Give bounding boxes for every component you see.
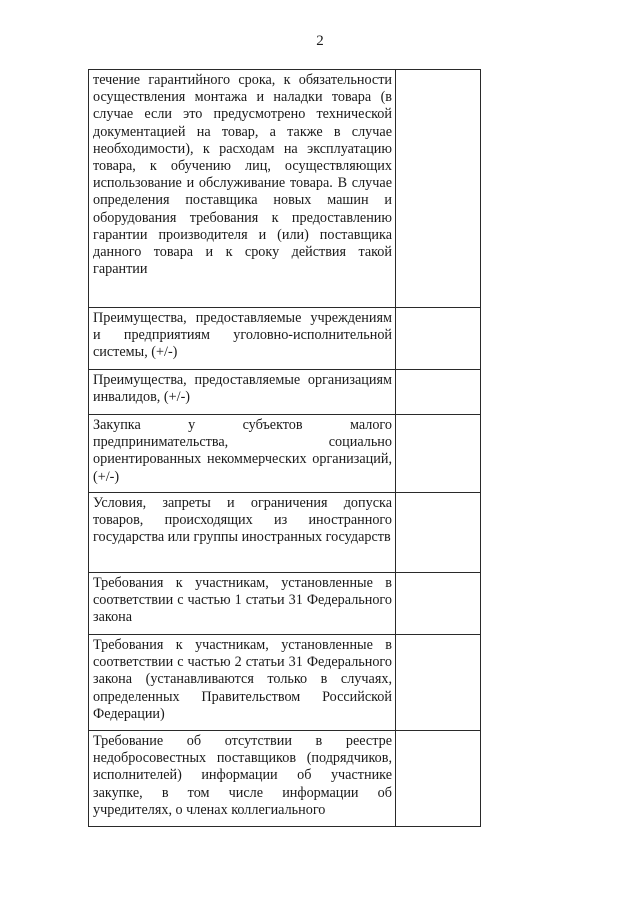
- requirements-table: [88, 69, 481, 827]
- requirement-text: течение гарантийного срока, к обязательности осуществления монтажа и наладки товара (в случае если это предусмотрено технической документацией на товар, а также в случае необходимости), к расходам на эксплуатацию товара, к обучению лиц, осуществляющих использование и обслуживание товара. В случае определения поставщика новых машин и оборудования требования к предоставлению гарантии производителя и (или) поставщика данного товара и к сроку действия такой гарантии: [93, 72, 392, 278]
- value-cell: [396, 493, 481, 573]
- requirement-text: Преимущества, предоставляемые организациям инвалидов, (+/-): [93, 372, 392, 406]
- value-text: [396, 731, 480, 737]
- value-text: [396, 493, 480, 499]
- value-cell: [396, 70, 481, 308]
- requirement-cell: [89, 415, 396, 493]
- requirement-text: Требования к участникам, установленные в соответствии с частью 1 статьи 31 Федерального закона: [93, 575, 392, 626]
- table-row: [89, 70, 481, 308]
- value-text: [396, 70, 480, 76]
- table-row: [89, 493, 481, 573]
- value-cell: [396, 573, 481, 635]
- requirement-cell: [89, 493, 396, 573]
- requirement-cell: [89, 370, 396, 415]
- table-row: [89, 635, 481, 731]
- table-row: [89, 308, 481, 370]
- value-text: [396, 635, 480, 641]
- table-row: [89, 573, 481, 635]
- value-text: [396, 415, 480, 421]
- requirement-cell: [89, 635, 396, 731]
- table-row: [89, 731, 481, 827]
- requirement-text: Закупка у субъектов малого предпринимательства, социально ориентированных некоммерческих организаций, (+/-): [93, 417, 392, 485]
- requirement-cell: [89, 308, 396, 370]
- requirement-cell: [89, 731, 396, 827]
- value-cell: [396, 308, 481, 370]
- requirement-text: Преимущества, предоставляемые учреждениям и предприятиям уголовно-исполнительной системы, (+/-): [93, 310, 392, 361]
- requirement-text: Требование об отсутствии в реестре недобросовестных поставщиков (подрядчиков, исполнителей) информации об участнике закупке, в том числе информации об учредителях, о членах коллегиального: [93, 733, 392, 818]
- requirement-cell: [89, 573, 396, 635]
- page-number: 2: [316, 33, 324, 49]
- value-text: [396, 308, 480, 314]
- requirement-text: Требования к участникам, установленные в соответствии с частью 2 статьи 31 Федерального закона (устанавливаются только в случаях, определенных Правительством Российской Федерации): [93, 637, 392, 722]
- value-cell: [396, 635, 481, 731]
- value-text: [396, 573, 480, 579]
- value-cell: [396, 415, 481, 493]
- value-cell: [396, 370, 481, 415]
- table-row: [89, 415, 481, 493]
- table-row: [89, 370, 481, 415]
- requirement-text: Условия, запреты и ограничения допуска товаров, происходящих из иностранного государства или группы иностранных государств: [93, 495, 392, 546]
- value-cell: [396, 731, 481, 827]
- requirement-cell: [89, 70, 396, 308]
- value-text: [396, 370, 480, 376]
